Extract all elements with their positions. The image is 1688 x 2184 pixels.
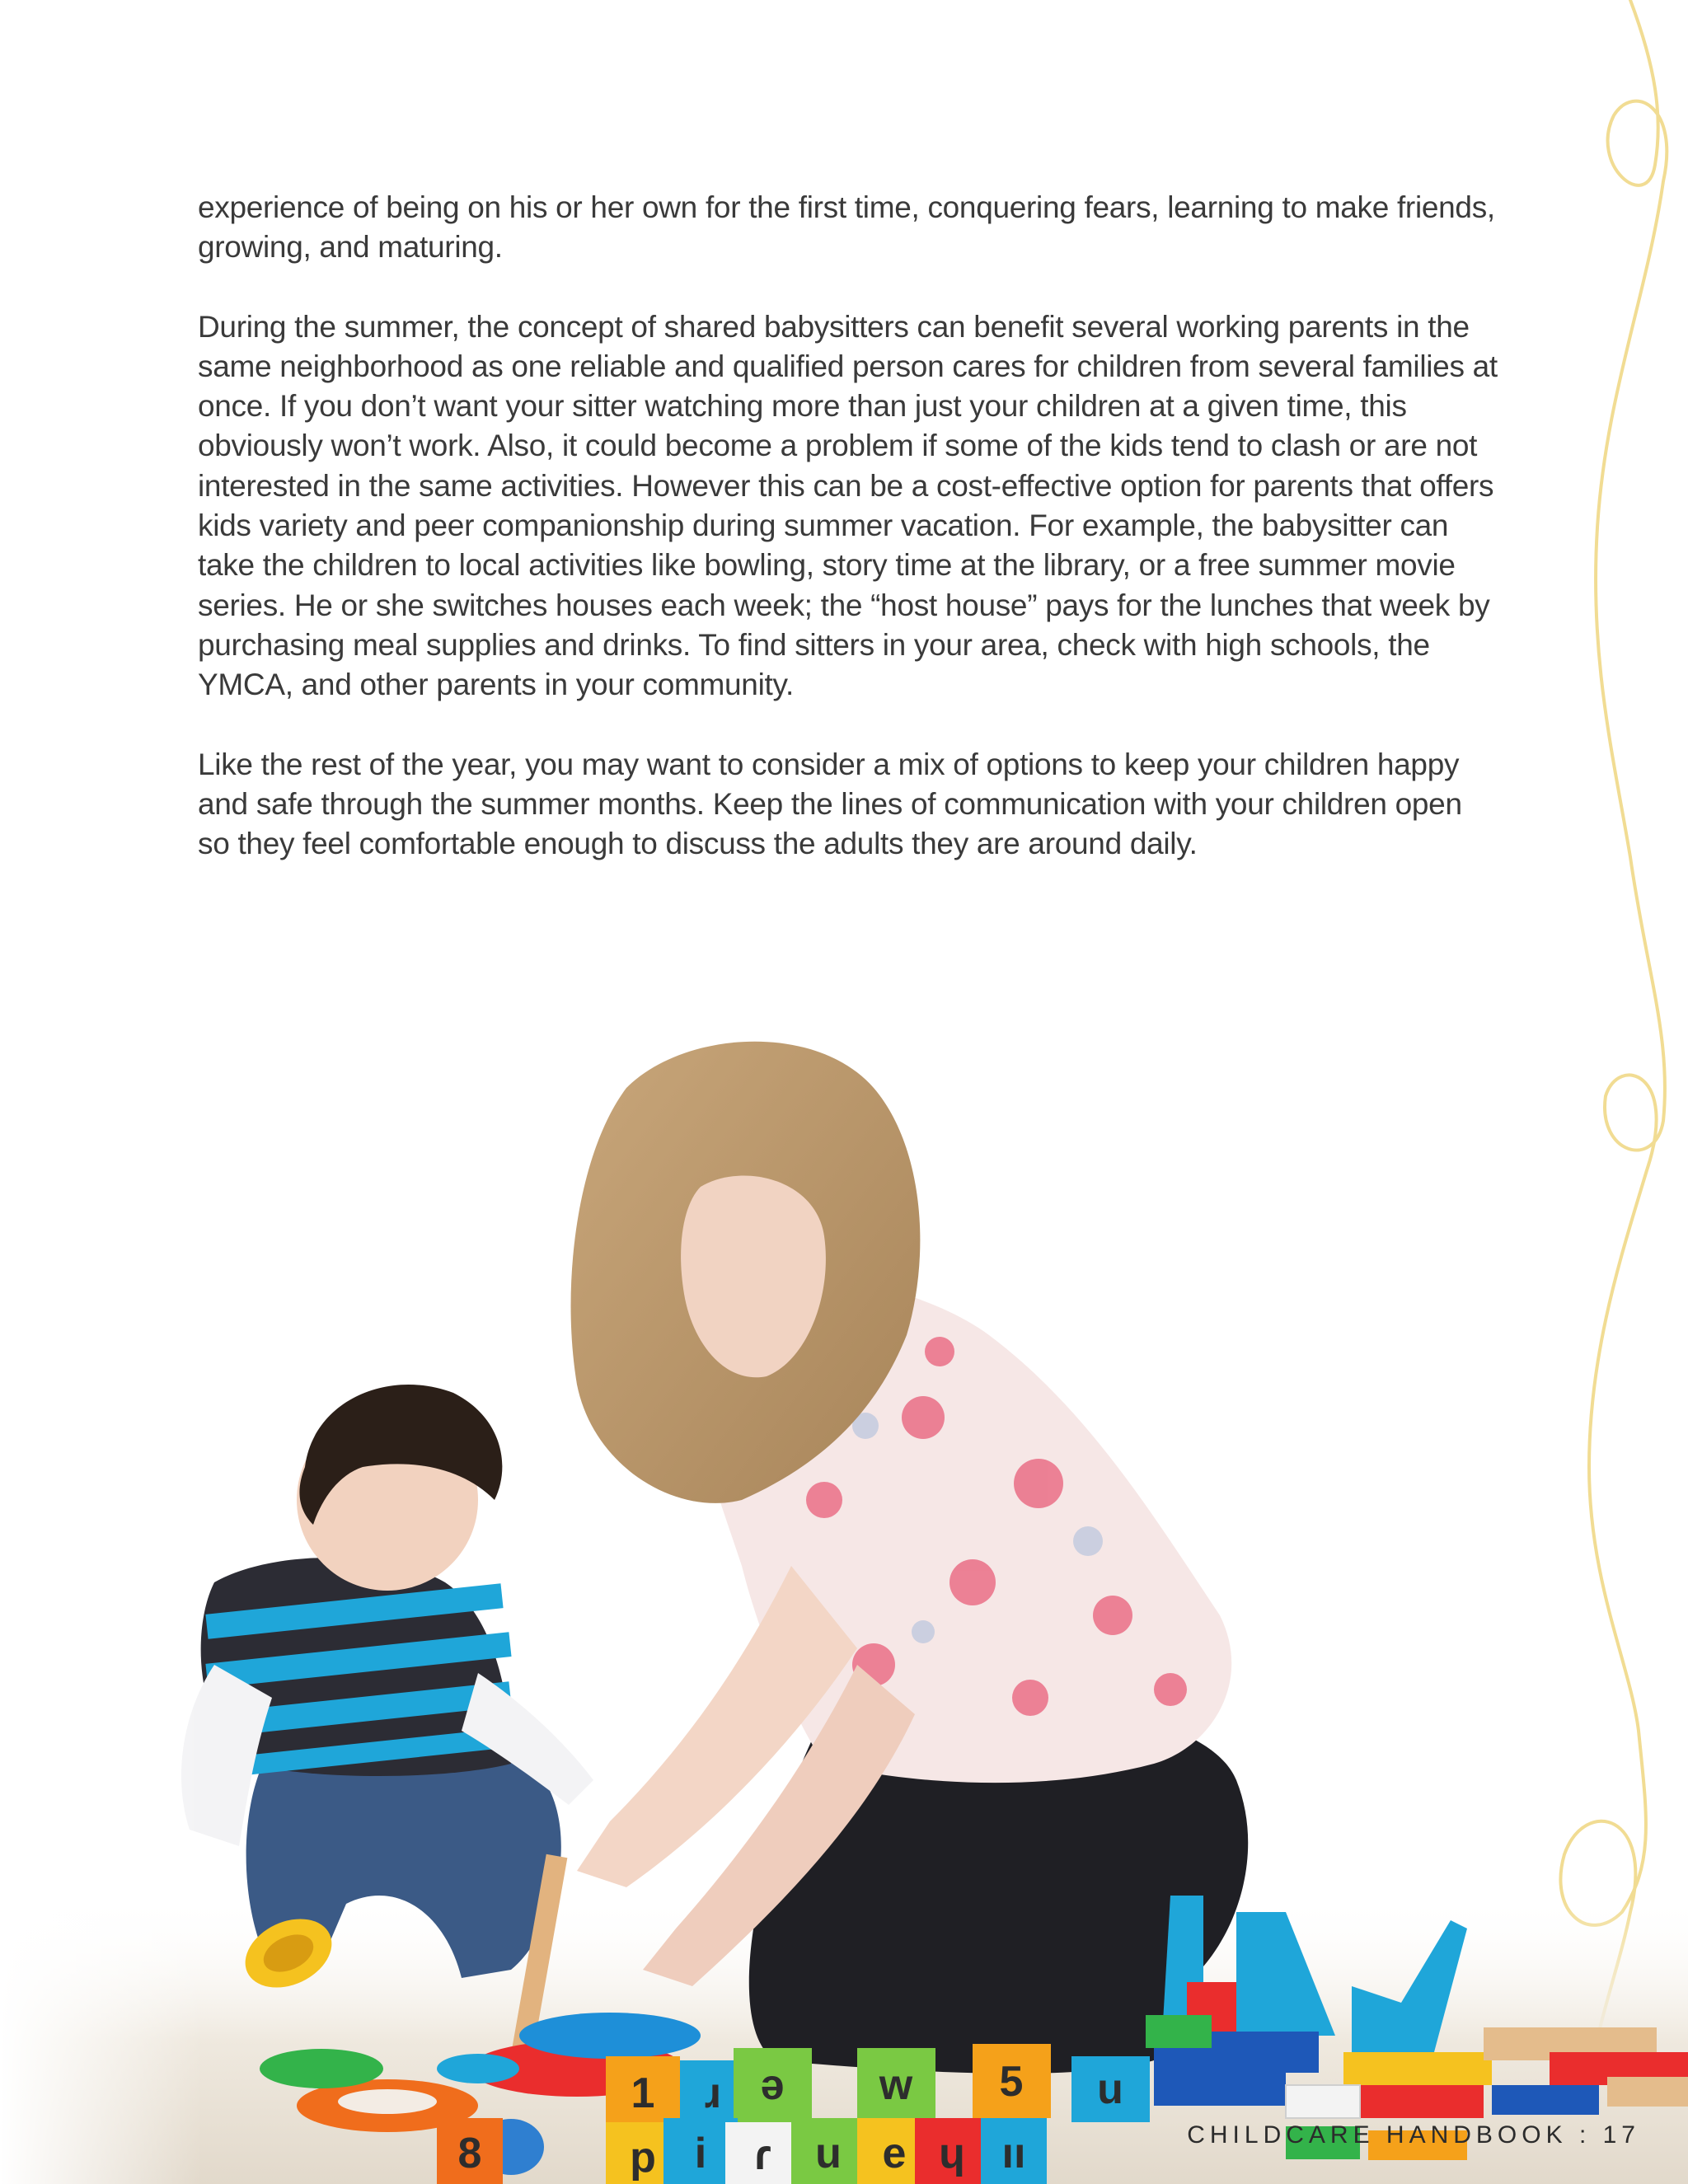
- photo-woman-and-child-playing-with-blocks: [0, 1038, 1688, 2184]
- page-footer: CHILDCARE HANDBOOK : 17: [1187, 2121, 1640, 2149]
- paragraph-3: Like the rest of the year, you may want to consider a mix of options to keep your children happy and safe through the summer months. Keep the lines of communication with your children open so they feel comfortable enough to discuss the adults they are around daily.: [198, 747, 1462, 861]
- paragraph-1: experience of being on his or her own for the first time, conquering fears, learning to make friends, growing, and maturing.: [198, 190, 1495, 265]
- article-body: [198, 188, 1500, 903]
- paragraph-2: During the summer, the concept of shared babysitters can benefit several working parents in the same neighborhood as one reliable and qualified person cares for children from several families at once. If you don’t want your sitter watching more than just your children at a given time, this obviously won’t work. Also, it could become a problem if some of the kids tend to clash or are not interested in the same activities. However this can be a cost-effective option for parents that offers kids variety and peer companionship during summer vacation. For example, the babysitter can take the children to local activities like bowling, story time at the library, or a free summer movie series. He or she switches houses each week; the “host house” pays for the lunches that week by purchasing meal supplies and drinks. To find sitters in your area, check with high schools, the YMCA, and other parents in your community.: [198, 309, 1498, 702]
